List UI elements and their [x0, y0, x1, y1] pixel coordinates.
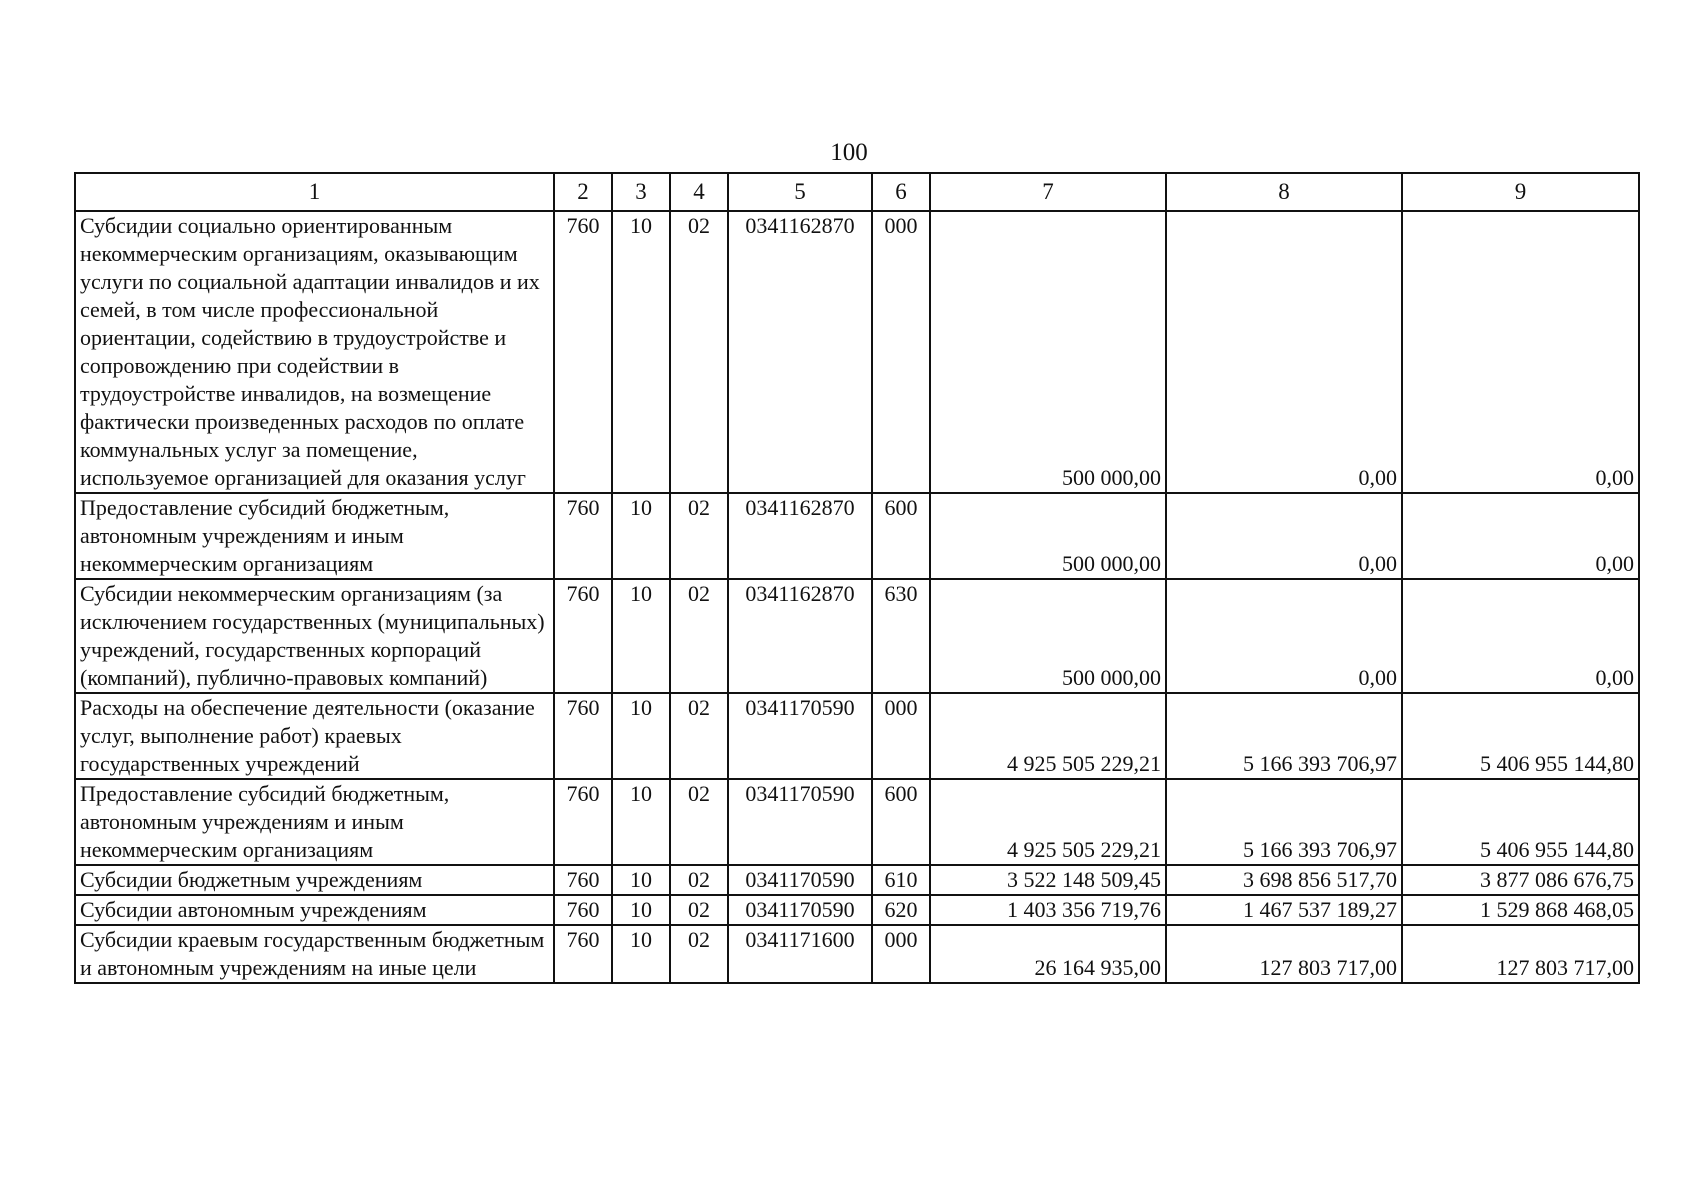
amount-col7: 26 164 935,00	[930, 925, 1166, 983]
table-row	[75, 693, 1639, 779]
expense-type-code: 000	[872, 925, 930, 983]
amount-col9: 0,00	[1402, 211, 1639, 493]
expense-name: Субсидии бюджетным учреждениям	[75, 865, 554, 895]
table-row	[75, 779, 1639, 865]
ministry-code: 760	[554, 211, 612, 493]
target-article-code: 0341162870	[728, 493, 872, 579]
amount-col7: 500 000,00	[930, 579, 1166, 693]
budget-table	[74, 172, 1640, 984]
amount-col8: 0,00	[1166, 211, 1402, 493]
header-row	[75, 173, 1639, 211]
column-header: 2	[554, 173, 612, 211]
expense-name: Субсидии краевым государственным бюджетным и автономным учреждениям на иные цели	[75, 925, 554, 983]
section-code: 10	[612, 211, 670, 493]
target-article-code: 0341170590	[728, 693, 872, 779]
expense-name: Предоставление субсидий бюджетным, автономным учреждениям и иным некоммерческим организациям	[75, 493, 554, 579]
target-article-code: 0341162870	[728, 579, 872, 693]
column-header: 1	[75, 173, 554, 211]
target-article-code: 0341170590	[728, 779, 872, 865]
amount-col8: 0,00	[1166, 493, 1402, 579]
expense-type-code: 620	[872, 895, 930, 925]
subsection-code: 02	[670, 779, 728, 865]
amount-col8: 5 166 393 706,97	[1166, 779, 1402, 865]
expense-type-code: 600	[872, 493, 930, 579]
amount-col7: 3 522 148 509,45	[930, 865, 1166, 895]
amount-col9: 3 877 086 676,75	[1402, 865, 1639, 895]
section-code: 10	[612, 493, 670, 579]
subsection-code: 02	[670, 211, 728, 493]
amount-col7: 500 000,00	[930, 211, 1166, 493]
table-row	[75, 211, 1639, 493]
column-header: 7	[930, 173, 1166, 211]
expense-name: Предоставление субсидий бюджетным, автономным учреждениям и иным некоммерческим организациям	[75, 779, 554, 865]
amount-col8: 0,00	[1166, 579, 1402, 693]
section-code: 10	[612, 925, 670, 983]
ministry-code: 760	[554, 579, 612, 693]
subsection-code: 02	[670, 925, 728, 983]
table-row	[75, 895, 1639, 925]
ministry-code: 760	[554, 925, 612, 983]
amount-col7: 4 925 505 229,21	[930, 779, 1166, 865]
column-header: 3	[612, 173, 670, 211]
amount-col9: 5 406 955 144,80	[1402, 693, 1639, 779]
table-row	[75, 579, 1639, 693]
expense-type-code: 600	[872, 779, 930, 865]
column-header: 8	[1166, 173, 1402, 211]
section-code: 10	[612, 895, 670, 925]
expense-type-code: 630	[872, 579, 930, 693]
column-header: 4	[670, 173, 728, 211]
amount-col7: 500 000,00	[930, 493, 1166, 579]
subsection-code: 02	[670, 579, 728, 693]
table-row	[75, 925, 1639, 983]
amount-col8: 5 166 393 706,97	[1166, 693, 1402, 779]
amount-col8: 3 698 856 517,70	[1166, 865, 1402, 895]
amount-col7: 1 403 356 719,76	[930, 895, 1166, 925]
subsection-code: 02	[670, 493, 728, 579]
amount-col9: 0,00	[1402, 579, 1639, 693]
expense-type-code: 000	[872, 693, 930, 779]
subsection-code: 02	[670, 693, 728, 779]
amount-col9: 0,00	[1402, 493, 1639, 579]
expense-name: Расходы на обеспечение деятельности (оказание услуг, выполнение работ) краевых государственных учреждений	[75, 693, 554, 779]
table-row	[75, 493, 1639, 579]
target-article-code: 0341162870	[728, 211, 872, 493]
page-number: 100	[830, 139, 868, 166]
column-header: 5	[728, 173, 872, 211]
target-article-code: 0341170590	[728, 865, 872, 895]
amount-col8: 1 467 537 189,27	[1166, 895, 1402, 925]
target-article-code: 0341170590	[728, 895, 872, 925]
ministry-code: 760	[554, 493, 612, 579]
ministry-code: 760	[554, 779, 612, 865]
amount-col9: 5 406 955 144,80	[1402, 779, 1639, 865]
ministry-code: 760	[554, 895, 612, 925]
ministry-code: 760	[554, 693, 612, 779]
column-header: 6	[872, 173, 930, 211]
expense-name: Субсидии автономным учреждениям	[75, 895, 554, 925]
section-code: 10	[612, 693, 670, 779]
target-article-code: 0341171600	[728, 925, 872, 983]
expense-name: Субсидии некоммерческим организациям (за исключением государственных (муниципальных) учреждений, государственных корпораций (компаний), публично-правовых компаний)	[75, 579, 554, 693]
table-row	[75, 865, 1639, 895]
subsection-code: 02	[670, 865, 728, 895]
section-code: 10	[612, 579, 670, 693]
column-header: 9	[1402, 173, 1639, 211]
ministry-code: 760	[554, 865, 612, 895]
amount-col9: 127 803 717,00	[1402, 925, 1639, 983]
amount-col9: 1 529 868 468,05	[1402, 895, 1639, 925]
section-code: 10	[612, 779, 670, 865]
amount-col8: 127 803 717,00	[1166, 925, 1402, 983]
section-code: 10	[612, 865, 670, 895]
amount-col7: 4 925 505 229,21	[930, 693, 1166, 779]
expense-type-code: 000	[872, 211, 930, 493]
expense-type-code: 610	[872, 865, 930, 895]
expense-name: Субсидии социально ориентированным некоммерческим организациям, оказывающим услуги по социальной адаптации инвалидов и их семей, в том числе профессиональной ориентации, содействию в трудоустройстве и сопровождению при содействии в трудоустройстве инвалидов, на возмещение фактически произведенных расходов по оплате коммунальных услуг за помещение, используемое организацией для оказания услуг	[75, 211, 554, 493]
subsection-code: 02	[670, 895, 728, 925]
